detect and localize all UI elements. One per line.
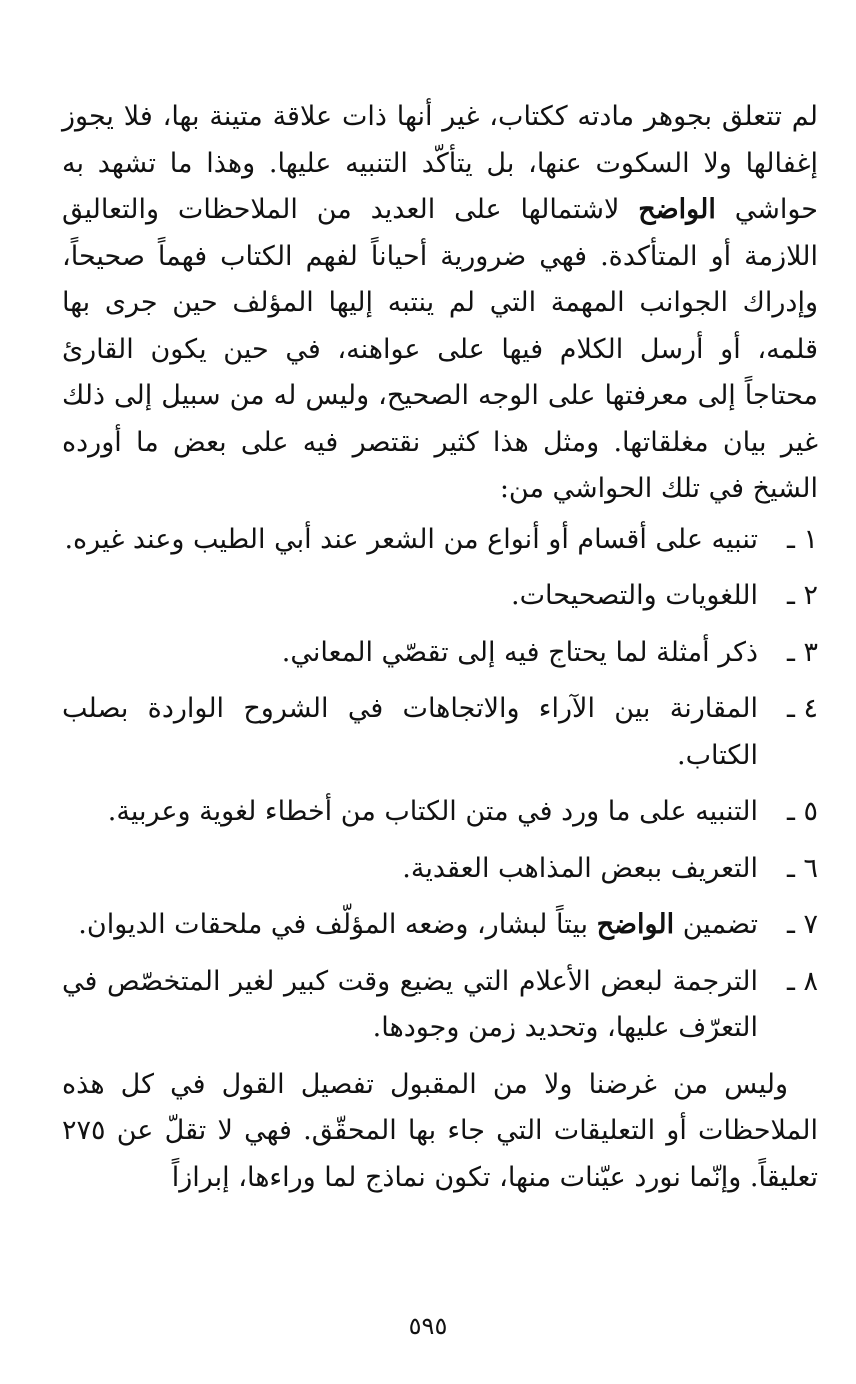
list-item-text: ذكر أمثلة لما يحتاج فيه إلى تقصّي المعاني. — [281, 636, 758, 668]
list-item — [62, 686, 818, 779]
list-item — [62, 959, 818, 1052]
list-item-text: الترجمة لبعض الأعلام التي يضيع وقت كبير لغير المتخصّص في التعرّف عليها، وتحديد زمن وجودها. — [62, 965, 758, 1043]
list-item-text-post: بيتاً لبشار، وضعه المؤلّف في ملحقات الديوان. — [78, 909, 589, 940]
list-item — [62, 902, 818, 949]
document-body — [62, 94, 818, 1205]
list-item — [62, 517, 818, 564]
list-item-number: ٥ ـ — [786, 796, 818, 827]
intro-paragraph — [62, 94, 818, 513]
list-item-text: التنبيه على ما ورد في متن الكتاب من أخطاء لغوية وعربية. — [107, 796, 758, 827]
page-number: ٥٩٥ — [408, 1312, 448, 1340]
list-item — [62, 630, 818, 677]
list-item-number: ٤ ـ — [786, 693, 818, 724]
notes-list — [62, 517, 818, 1052]
list-item-number: ٣ ـ — [786, 636, 818, 668]
list-item — [62, 573, 818, 620]
list-item — [62, 846, 818, 893]
list-item-text: التعريف ببعض المذاهب العقدية. — [402, 852, 758, 884]
book-title-bold: الواضح — [638, 194, 716, 225]
intro-text-1: لم تتعلق بجوهر مادته ككتاب، غير أنها ذات علاقة متينة بها، فلا يجوز إغفالها ولا السكوت عنها، بل يتأكّد التنبيه عليها. وهذا ما تشهد به حواشي — [62, 101, 818, 225]
list-item — [62, 789, 818, 836]
list-item-number: ٦ ـ — [786, 852, 818, 884]
list-item-text: المقارنة بين الآراء والاتجاهات في الشروح الواردة بصلب الكتاب. — [62, 693, 758, 771]
list-item-number: ٨ ـ — [786, 965, 818, 997]
closing-paragraph: وليس من غرضنا ولا من المقبول تفصيل القول في كل هذه الملاحظات أو التعليقات التي جاء بها المحقّق. فهي لا تقلّ عن ٢٧٥ تعليقاً. وإنّما نورد عيّنات منها، تكون نماذج لما وراءها، إبرازاً — [62, 1068, 818, 1193]
intro-text-2: لاشتمالها على العديد من الملاحظات والتعاليق اللازمة أو المتأكدة. فهي ضرورية أحياناً لفهم الكتاب فهماً صحيحاً، وإدراك الجوانب المهمة التي لم ينتبه إليها المؤلف حين جرى بها قلمه، أو أرسل الكلام فيها على عواهنه، في حين يكون القارئ محتاجاً إلى معرفتها على الوجه الصحيح، وليس له من سبيل إلى ذلك غير بيان مغلقاتها. ومثل هذا كثير نقتصر فيه على بعض ما أورده الشيخ في تلك الحواشي من: — [62, 194, 818, 504]
list-item-number: ٧ ـ — [786, 909, 818, 940]
list-item-text: اللغويات والتصحيحات. — [511, 580, 758, 611]
list-item-number: ١ ـ — [786, 523, 818, 555]
list-item-text-pre: تضمين — [682, 909, 758, 940]
list-item-text: تنبيه على أقسام أو أنواع من الشعر عند أبي الطيب وعند غيره. — [64, 523, 758, 555]
list-item-number: ٢ ـ — [786, 580, 818, 611]
book-title-bold: الواضح — [596, 909, 675, 940]
